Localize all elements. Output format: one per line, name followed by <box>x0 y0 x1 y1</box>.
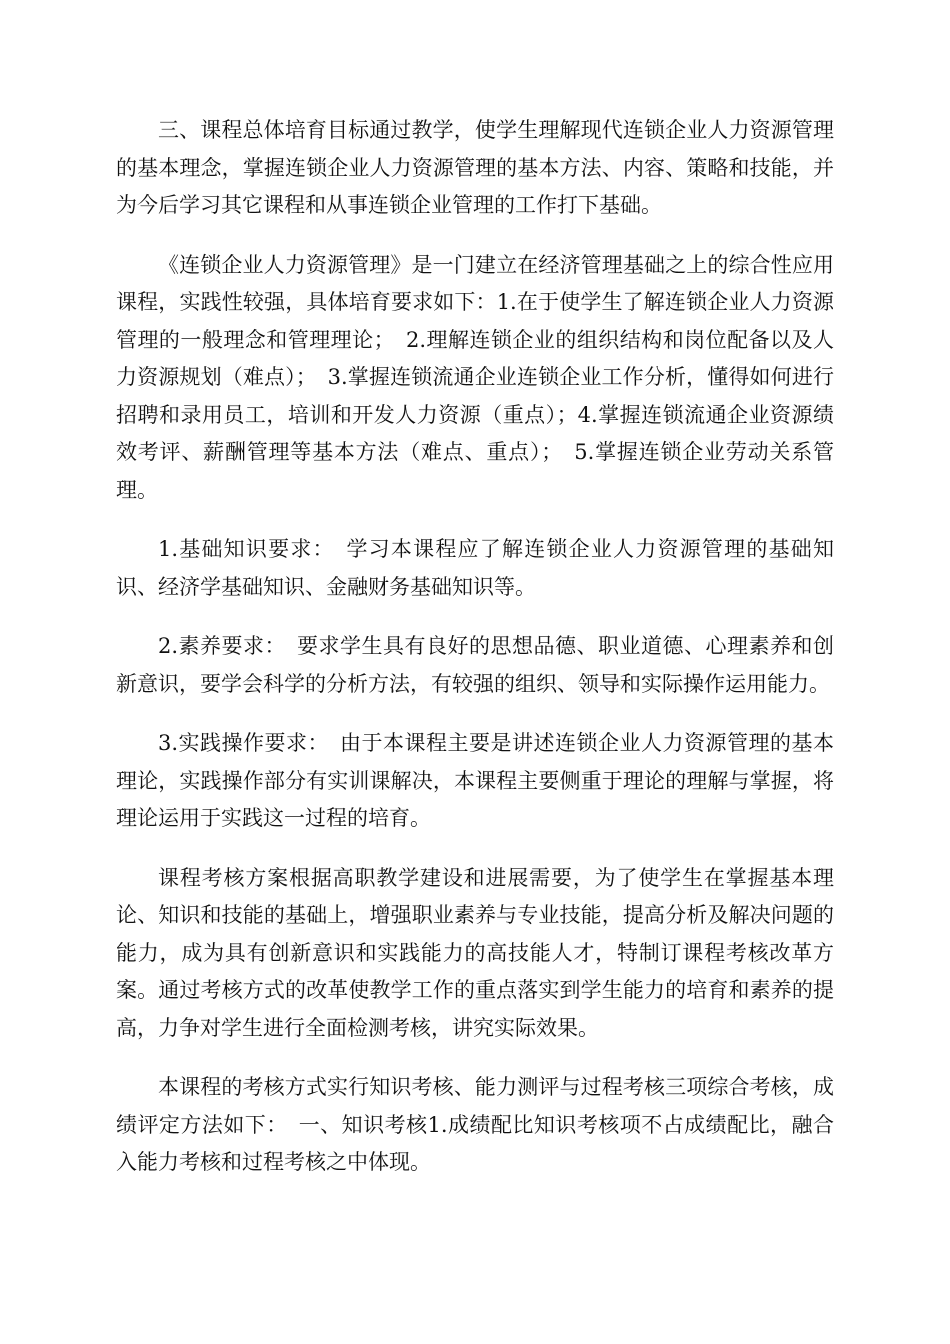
paragraph-assessment-method: 本课程的考核方式实行知识考核、能力测评与过程考核三项综合考核，成绩评定方法如下： 一、知识考核1.成绩配比知识考核项不占成绩配比，融合入能力考核和过程考核之中体现。 <box>116 1075 834 1174</box>
paragraph-course-objective: 三、课程总体培育目标通过教学，使学生理解现代连锁企业人力资源管理的基本理念，掌握连锁企业人力资源管理的基本方法、内容、策略和技能，并为今后学习其它课程和从事连锁企业管理的工作打下基础。 <box>116 118 834 217</box>
document-body <box>116 112 834 1204</box>
paragraph-practice-requirements: 3.实践操作要求： 由于本课程主要是讲述连锁企业人力资源管理的基本理论，实践操作部分有实训课解决，本课程主要侧重于理论的理解与掌握，将理论运用于实践这一过程的培育。 <box>116 731 834 830</box>
paragraph-basic-knowledge: 1.基础知识要求： 学习本课程应了解连锁企业人力资源管理的基础知识、经济学基础知识、金融财务基础知识等。 <box>116 537 834 599</box>
paragraph-course-requirements: 《连锁企业人力资源管理》是一门建立在经济管理基础之上的综合性应用课程，实践性较强，具体培育要求如下：1.在于使学生了解连锁企业人力资源管理的一般理念和管理理论； 2.理解连锁企业的组织结构和岗位配备以及人力资源规划（难点）； 3.掌握连锁流通企业连锁企业工作分析，懂得如何进行招聘和录用员工，培训和开发人力资源（重点）；4.掌握连锁流通企业资源绩效考评、薪酬管理等基本方法（难点、重点）； 5.掌握连锁企业劳动关系管理。 <box>116 252 834 502</box>
paragraph-quality-requirements: 2.素养要求： 要求学生具有良好的思想品德、职业道德、心理素养和创新意识，要学会科学的分析方法，有较强的组织、领导和实际操作运用能力。 <box>116 634 834 696</box>
paragraph-assessment-plan: 课程考核方案根据高职教学建设和进展需要，为了使学生在掌握基本理论、知识和技能的基础上，增强职业素养与专业技能，提高分析及解决问题的能力，成为具有创新意识和实践能力的高技能人才，特制订课程考核改革方案。通过考核方式的改革使教学工作的重点落实到学生能力的培育和素养的提高，力争对学生进行全面检测考核，讲究实际效果。 <box>116 865 834 1040</box>
